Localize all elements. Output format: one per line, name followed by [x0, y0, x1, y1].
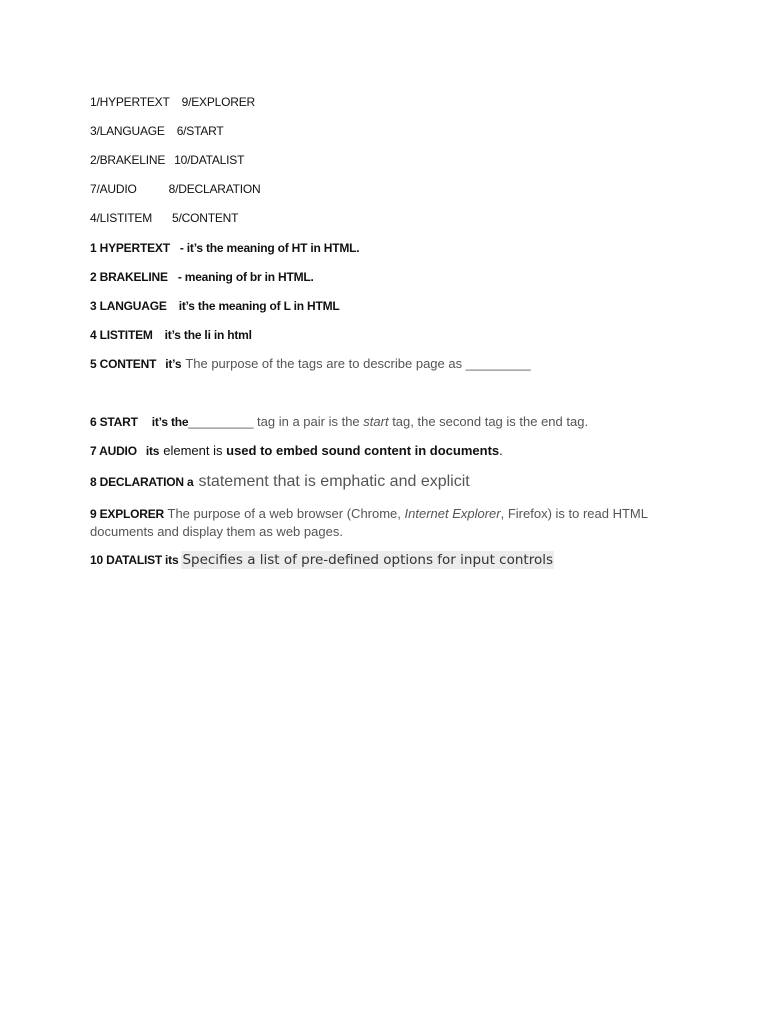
answer-label: 7 AUDIO [90, 444, 137, 458]
answer-text: statement that is emphatic and explicit [198, 473, 470, 490]
answer-text: it’s the li in html [164, 328, 252, 342]
pair-right: 9/EXPLORER [181, 95, 255, 109]
answer-text: - meaning of br in HTML. [177, 270, 314, 284]
pair-row-1 [90, 94, 255, 110]
pair-right: 5/CONTENT [172, 211, 239, 225]
answer-text-plain: element is [163, 443, 227, 458]
pair-row-3 [90, 152, 244, 168]
answer-prefix: it’s the [151, 415, 189, 429]
pair-left: 4/LISTITEM [90, 211, 153, 225]
pair-right: 10/DATALIST [174, 153, 245, 167]
pair-left: 2/BRAKELINE [90, 153, 166, 167]
answer-label: 3 LANGUAGE [90, 299, 167, 313]
answer-text: - it’s the meaning of HT in HTML. [179, 241, 360, 255]
answer-label: 10 DATALIST [90, 553, 163, 567]
answer-5 [90, 356, 531, 372]
pair-row-4 [90, 181, 261, 197]
answer-2 [90, 269, 314, 285]
answer-prefix: its [165, 553, 179, 567]
answer-label: 1 HYPERTEXT [90, 241, 170, 255]
pair-right: 8/DECLARATION [168, 182, 261, 196]
answer-prefix: it’s [165, 357, 182, 371]
answer-italic: Internet Explorer [404, 506, 501, 521]
answer-label: 9 EXPLORER [90, 507, 165, 521]
answer-text-end: . [499, 443, 503, 458]
answer-7 [90, 443, 503, 459]
pair-left: 7/AUDIO [90, 182, 137, 196]
answer-italic: start [363, 414, 389, 429]
answer-label: 5 CONTENT [90, 357, 157, 371]
answer-text: it’s the meaning of L in HTML [178, 299, 340, 313]
answer-text-after: , Firefox) is to read HTML documents and display them as web pages. [90, 506, 648, 539]
answer-4 [90, 327, 252, 343]
pair-row-5 [90, 210, 238, 226]
answer-text-after: tag, the second tag is the end tag. [388, 414, 589, 429]
answer-1 [90, 240, 359, 256]
answer-label: 8 DECLARATION a [90, 475, 194, 489]
answer-blank: _________ [188, 414, 254, 429]
answer-6 [90, 414, 588, 430]
answer-text-before: The purpose of a web browser (Chrome, [167, 506, 405, 521]
answer-label: 6 START [90, 415, 138, 429]
answer-text: The purpose of the tags are to describe page as _________ [185, 356, 531, 371]
pair-right: 6/START [176, 124, 224, 138]
pair-left: 1/HYPERTEXT [90, 95, 170, 109]
answer-10 [90, 552, 554, 568]
pair-row-2 [90, 123, 224, 139]
answer-label: 4 LISTITEM [90, 328, 153, 342]
answer-9 [90, 505, 690, 541]
answer-3 [90, 298, 340, 314]
answer-text-before: tag in a pair is the [253, 414, 364, 429]
answer-label: 2 BRAKELINE [90, 270, 168, 284]
answer-text-highlighted: Specifies a list of pre-defined options for input controls [182, 552, 553, 568]
answer-8 [90, 474, 470, 490]
pair-left: 3/LANGUAGE [90, 124, 165, 138]
answer-text-bold: used to embed sound content in documents [226, 443, 500, 458]
answer-prefix: its [145, 444, 160, 458]
